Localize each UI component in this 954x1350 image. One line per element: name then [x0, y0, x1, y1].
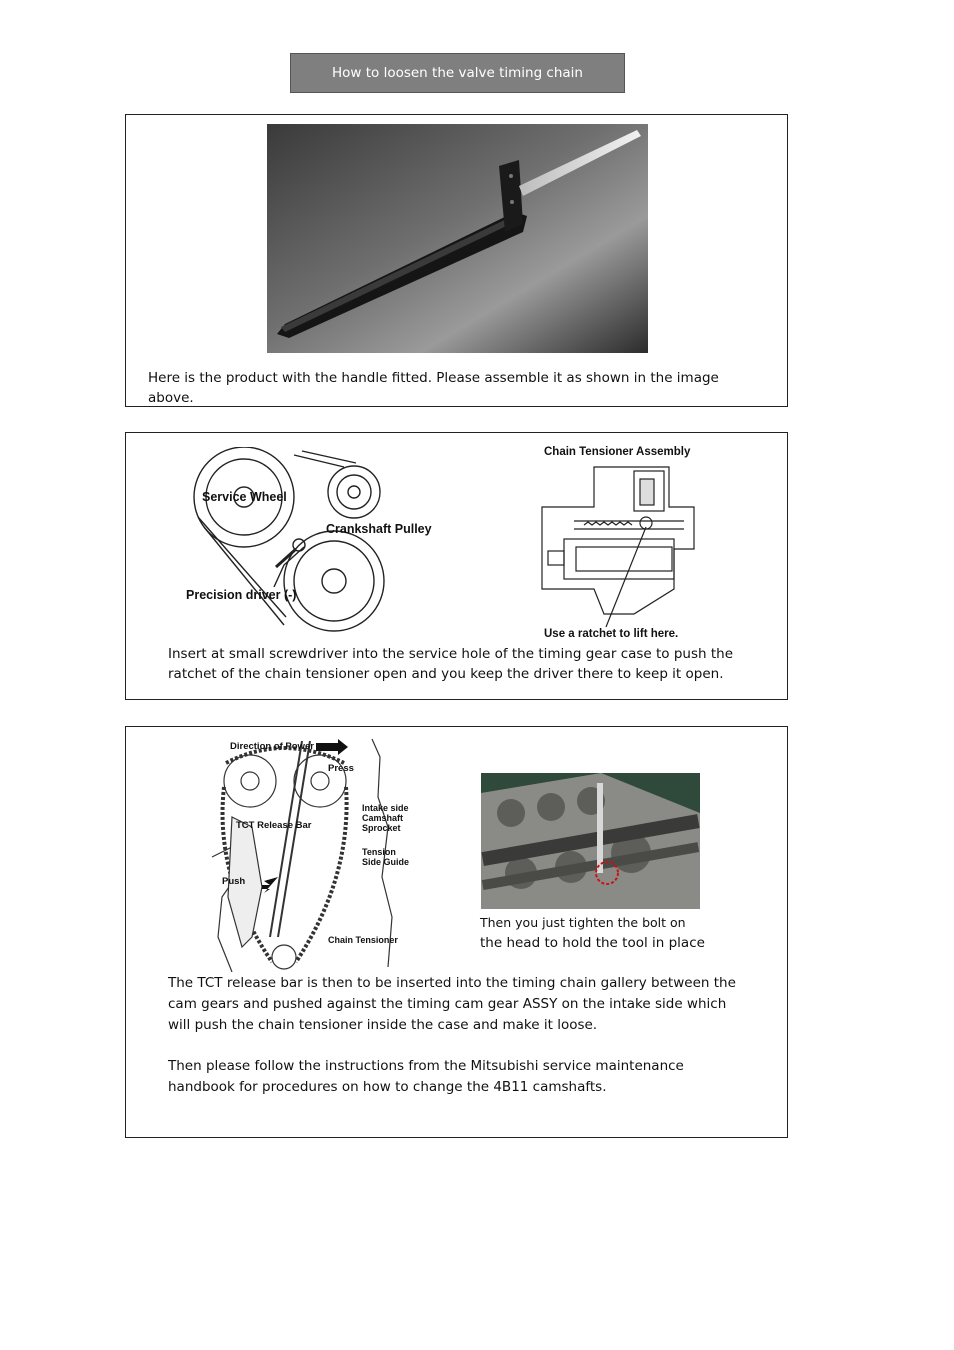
- tension-label-2: Side Guide: [362, 857, 410, 867]
- crankshaft-pulley-label: Crankshaft Pulley: [326, 522, 432, 536]
- release-bar-panel: [125, 726, 788, 1138]
- intake-label-3: Sprocket: [362, 823, 401, 833]
- handbook-caption: Then please follow the instructions from the Mitsubishi service maintenance handbook for procedures on how to change the 4B11 camshafts.: [168, 1058, 684, 1095]
- tension-label-1: Tension: [362, 847, 396, 857]
- ratchet-note-label: Use a ratchet to lift here.: [544, 628, 679, 640]
- release-bar-caption: The TCT release bar is then to be inserted into the timing chain gallery between the cam gears and pushed against the timing cam gear ASSY on the intake side which will push the chain tensioner inside the case and make it loose.: [168, 975, 736, 1033]
- chain-tensioner-label: Chain Tensioner: [328, 935, 398, 945]
- tool-photo: [267, 124, 648, 353]
- service-wheel-label: Service Wheel: [202, 490, 287, 504]
- screwdriver-caption: Insert at small screwdriver into the service hole of the timing gear case to push the ratchet of the chain tensioner open and you keep the driver there to keep it open.: [168, 646, 734, 682]
- direction-label: Direction of Power: [230, 741, 314, 752]
- release-bar-label: TCT Release Bar: [236, 820, 312, 831]
- photo-caption-1: Then you just tighten the bolt on: [480, 915, 686, 930]
- pulley-diagram: [184, 447, 444, 637]
- screwdriver-panel: [125, 432, 788, 700]
- push-label: Push: [222, 876, 246, 887]
- engine-head-photo: [481, 773, 700, 909]
- tool-photo-panel: [125, 114, 788, 407]
- precision-driver-label: Precision driver (-): [186, 588, 297, 602]
- timing-chain-diagram: [192, 737, 482, 972]
- product-caption: Here is the product with the handle fitted. Please assemble it as shown in the image above.: [148, 370, 719, 406]
- tensioner-diagram: [534, 439, 704, 644]
- page-title: How to loosen the valve timing chain: [290, 53, 625, 93]
- assembly-title-label: Chain Tensioner Assembly: [544, 446, 691, 458]
- intake-label-2: Camshaft: [362, 813, 404, 823]
- photo-caption-2: the head to hold the tool in place: [480, 935, 705, 951]
- press-label: Press: [328, 763, 354, 774]
- intake-label-1: Intake side: [362, 803, 409, 813]
